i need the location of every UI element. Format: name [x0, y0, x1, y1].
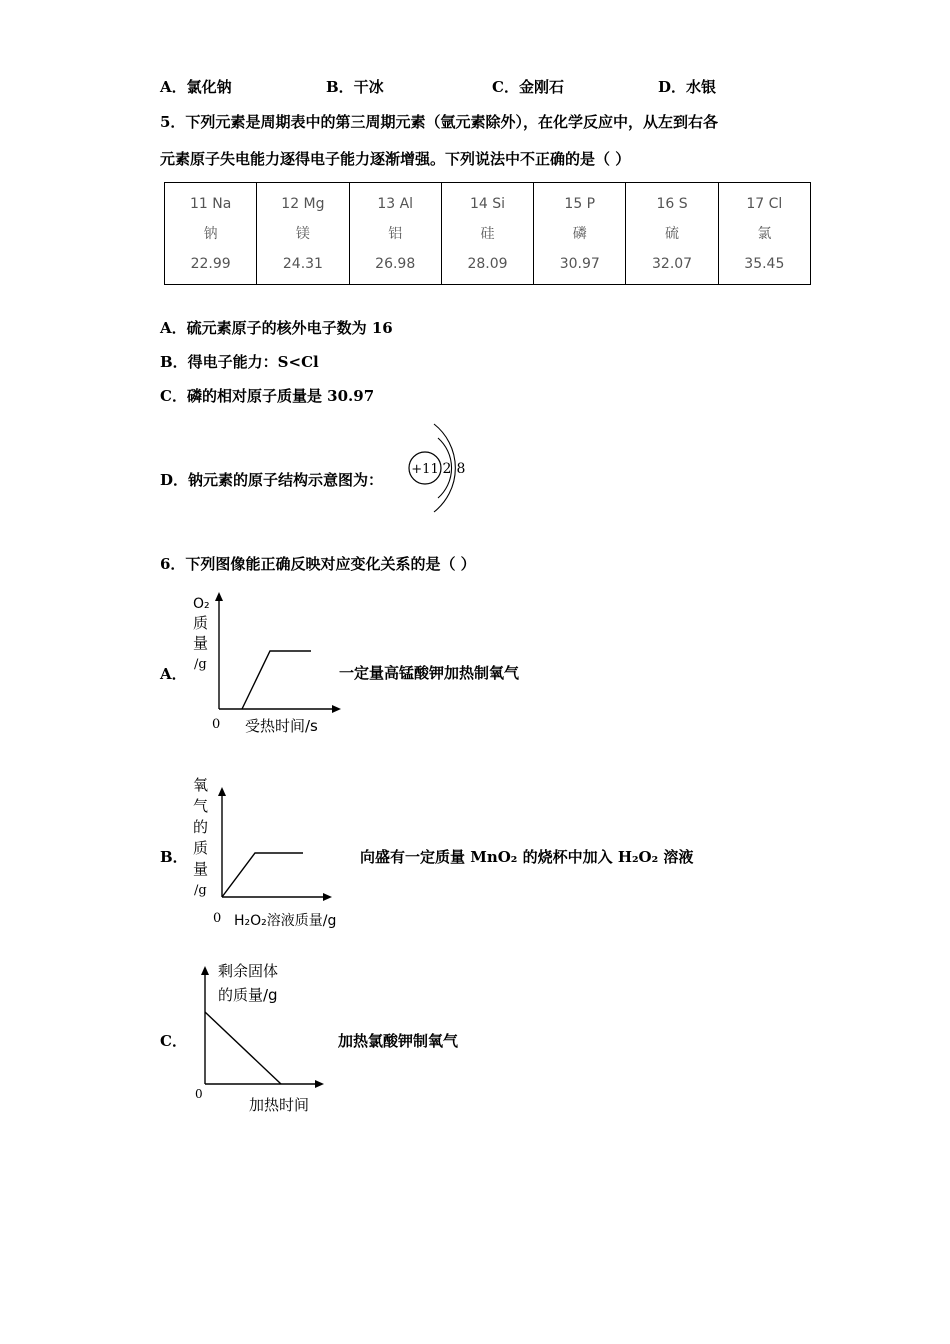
- element-cell-cl: 17 Cl 氯 35.45: [718, 183, 810, 285]
- graph-c-option-label: C．: [160, 1032, 187, 1050]
- q4-option-d: D．水银: [658, 78, 717, 96]
- q4-option-c: C．金刚石: [492, 78, 564, 96]
- graph-b-option-label: B．: [160, 848, 188, 866]
- graph-a-description: 一定量高锰酸钾加热制氧气: [339, 664, 520, 682]
- graph-b-y-label-2: 气: [193, 797, 209, 815]
- graph-c-y-label-1: 剩余固体: [218, 962, 279, 980]
- q5-option-c: C．磷的相对原子质量是 30.97: [160, 387, 375, 405]
- graph-b-y-label-6: /g: [194, 883, 207, 898]
- graph-c-origin: 0: [195, 1087, 203, 1101]
- q5-option-b: B．得电子能力：S<Cl: [160, 353, 319, 371]
- shell-2-electrons: 8: [456, 461, 466, 477]
- graph-a-y-label-3: 量: [193, 634, 209, 652]
- shell-1-electrons: 2: [442, 461, 452, 477]
- graph-c-chart: [185, 958, 345, 1118]
- element-cell-na: 11 Na 钠 22.99: [165, 183, 257, 285]
- q6-stem: 6．下列图像能正确反映对应变化关系的是（ ）: [160, 555, 476, 573]
- graph-c-x-label: 加热时间: [249, 1096, 310, 1114]
- q5-stem-line2: 元素原子失电能力逐得电子能力逐渐增强。下列说法中不正确的是（ ）: [160, 150, 631, 168]
- q5-option-d: D．钠元素的原子结构示意图为：: [160, 471, 384, 489]
- graph-b-curve: [222, 853, 303, 897]
- graph-b-y-label-4: 质: [193, 839, 209, 857]
- graph-c-curve: [205, 1012, 281, 1084]
- element-cell-p: 15 P 磷 30.97: [534, 183, 626, 285]
- graph-b-description: 向盛有一定质量 MnO₂ 的烧杯中加入 H₂O₂ 溶液: [360, 848, 694, 866]
- graph-b-chart: [185, 770, 360, 935]
- element-cell-al: 13 Al 铝 26.98: [349, 183, 441, 285]
- element-cell-mg: 12 Mg 镁 24.31: [257, 183, 349, 285]
- q5-stem-line1: 5．下列元素是周期表中的第三周期元素（氩元素除外），在化学反应中，从左到右各: [160, 113, 718, 131]
- graph-a-y-label-4: /g: [194, 657, 207, 672]
- graph-b-x-label: H₂O₂溶液质量/g: [234, 913, 337, 929]
- element-cell-si: 14 Si 硅 28.09: [441, 183, 533, 285]
- q5-option-a: A．硫元素原子的核外电子数为 16: [160, 319, 393, 337]
- graph-c-description: 加热氯酸钾制氧气: [338, 1032, 459, 1050]
- graph-a-x-label: 受热时间/s: [245, 717, 318, 735]
- graph-b-origin: 0: [213, 911, 222, 926]
- graph-a-curve: [242, 651, 311, 709]
- graph-b-y-label-3: 的: [193, 818, 209, 836]
- graph-a-option-label: A．: [160, 665, 187, 683]
- graph-c-y-label-2: 的质量/g: [218, 986, 278, 1004]
- graph-a-y-label-2: 质: [193, 614, 209, 632]
- q4-option-a: A．氯化钠: [160, 78, 232, 96]
- graph-b-y-label-5: 量: [193, 860, 209, 878]
- graph-a-chart: [185, 588, 345, 738]
- q4-option-b: B．干冰: [326, 78, 384, 96]
- graph-a-y-label-1: O₂: [193, 596, 210, 612]
- sodium-atom-diagram: [400, 416, 480, 520]
- periodic-table-row: [164, 182, 811, 285]
- element-cell-s: 16 S 硫 32.07: [626, 183, 718, 285]
- graph-a-origin: 0: [212, 717, 221, 732]
- graph-b-y-label-1: 氧: [193, 776, 209, 794]
- nucleus-charge: +11: [411, 462, 439, 477]
